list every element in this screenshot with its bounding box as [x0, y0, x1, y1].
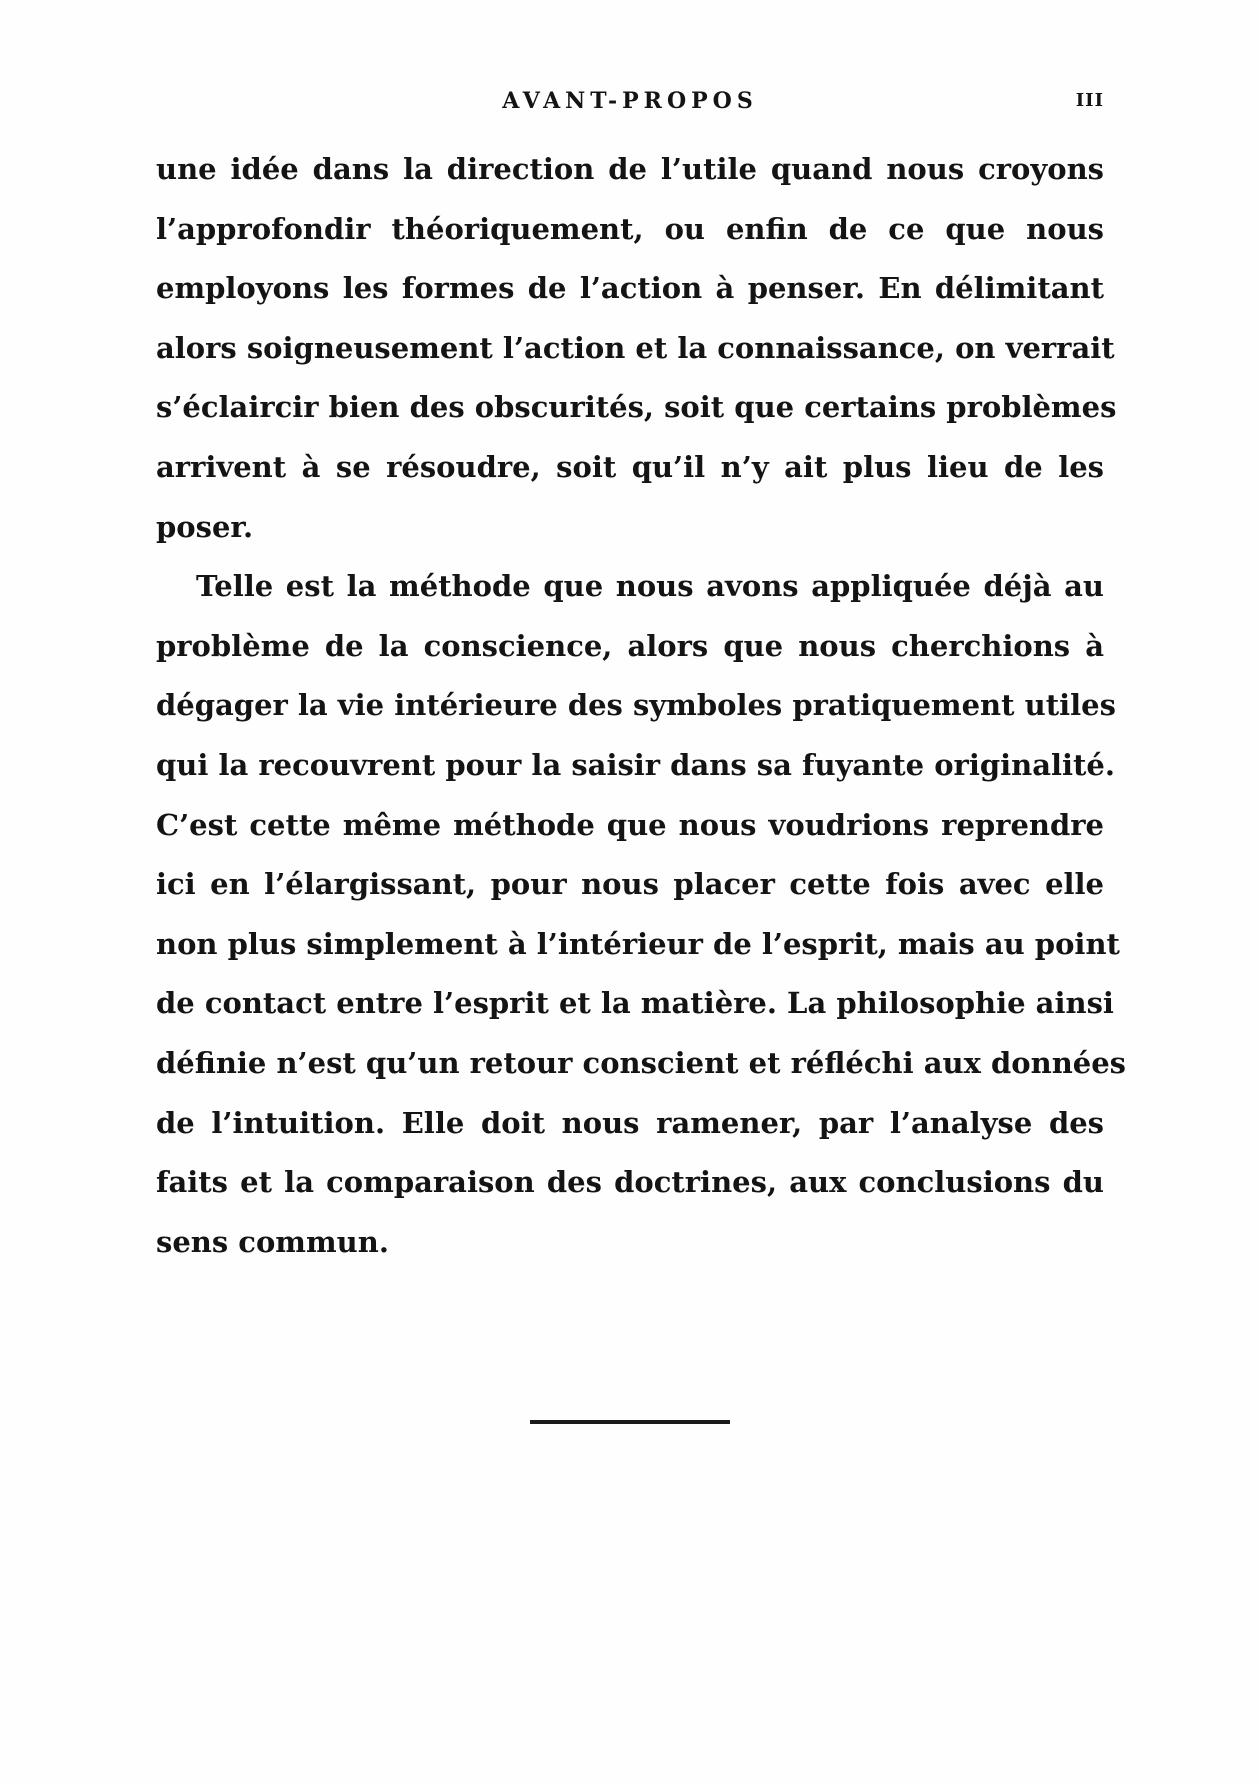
body-text — [156, 140, 1127, 1272]
text-line: employons les formes de l’action à penser. En délimitant — [156, 271, 1104, 306]
text-line: alors soigneusement l’action et la connaissance, on verrait — [156, 330, 1115, 365]
text-line: s’éclaircir bien des obscurités, soit que certains problèmes — [156, 390, 1117, 425]
text-line: une idée dans la direction de l’utile quand nous croyons — [156, 152, 1104, 186]
text-line: ici en l’élargissant, pour nous placer cette fois avec elle — [156, 867, 1104, 902]
text-line: C’est cette même méthode que nous voudrions reprendre — [156, 807, 1104, 842]
text-line: problème de la conscience, alors que nous cherchions à — [156, 628, 1104, 663]
page-number: III — [1075, 90, 1104, 111]
text-line: dégager la vie intérieure des symboles pratiquement utiles — [156, 688, 1116, 723]
text-line: sens commun. — [156, 1224, 389, 1259]
text-line: faits et la comparaison des doctrines, aux conclusions du — [156, 1165, 1104, 1200]
text-line: définie n’est qu’un retour conscient et réfléchi aux données — [156, 1045, 1127, 1080]
text-line: arrivent à se résoudre, soit qu’il n’y ait plus lieu de les — [156, 449, 1104, 484]
text-line: Telle est la méthode que nous avons appliquée déjà au — [196, 569, 1104, 604]
text-line: l’approfondir théoriquement, ou enfin de ce que nous — [156, 211, 1104, 246]
text-line: non plus simplement à l’intérieur de l’esprit, mais au point — [156, 926, 1120, 961]
text-line: de l’intuition. Elle doit nous ramener, par l’analyse des — [156, 1105, 1104, 1140]
running-title: AVANT-PROPOS — [502, 88, 758, 114]
running-head — [156, 88, 1104, 124]
section-end-rule — [530, 1420, 730, 1424]
text-line: poser. — [156, 509, 254, 544]
text-line: de contact entre l’esprit et la matière. La philosophie ainsi — [156, 986, 1114, 1021]
text-line: qui la recouvrent pour la saisir dans sa fuyante originalité. — [156, 747, 1115, 782]
